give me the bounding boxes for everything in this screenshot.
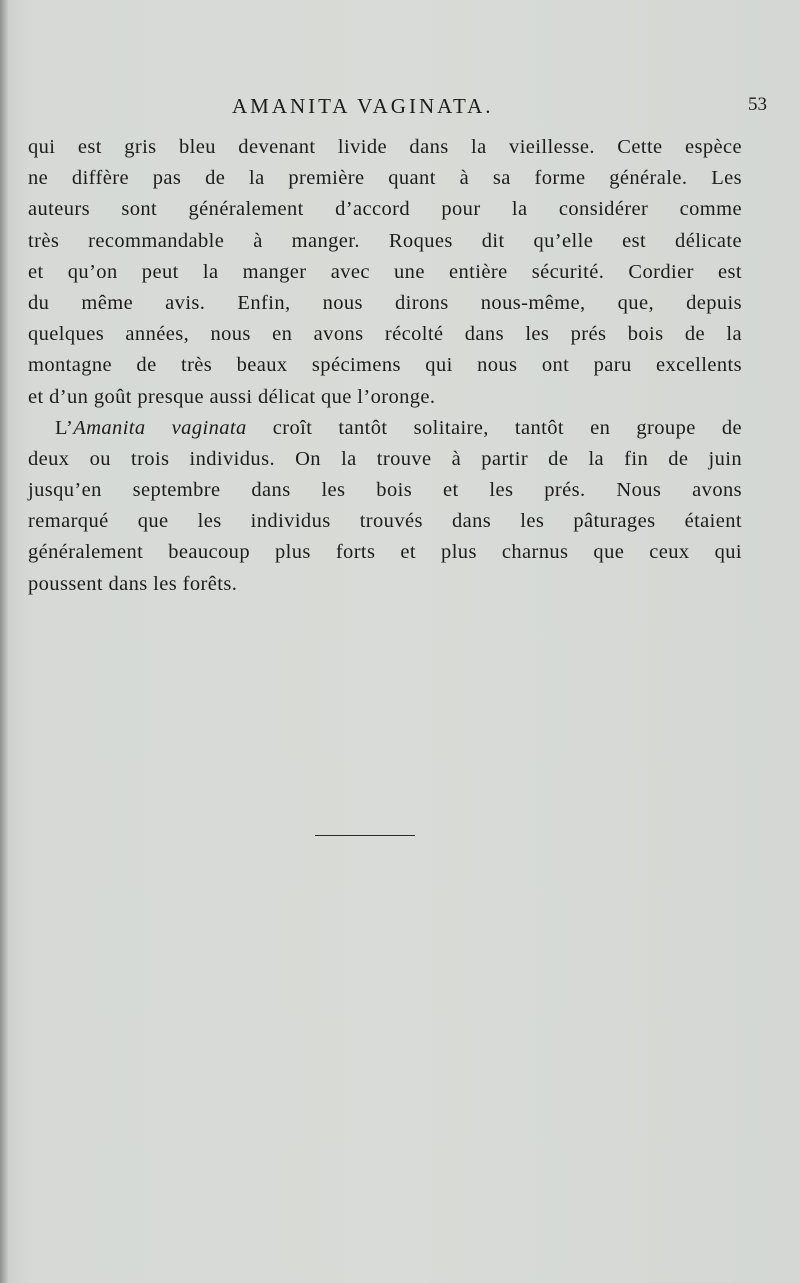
text-line: poussent dans les forêts. — [28, 572, 238, 595]
article-prefix: L’ — [55, 416, 74, 439]
page-gutter-edge — [0, 0, 8, 1283]
paragraph-2 — [28, 413, 742, 600]
text-line: et d’un goût presque aussi délicat que l’oronge. — [28, 385, 436, 408]
text-line: montagne de très beaux spécimens qui nous ont paru excellents — [28, 354, 742, 377]
text-line: deux ou trois individus. On la trouve à partir de la fin de juin — [28, 447, 742, 470]
running-title: AMANITA VAGINATA. — [232, 94, 494, 118]
text-line-first — [28, 413, 742, 444]
paragraph-1 — [28, 132, 742, 413]
text-line: du même avis. Enfin, nous dirons nous-même, que, depuis — [28, 291, 742, 314]
text-line: et qu’on peut la manger avec une entière sécurité. Cordier est — [28, 260, 742, 283]
text-line: ne diffère pas de la première quant à sa forme générale. Les — [28, 167, 742, 190]
section-end-rule — [315, 835, 415, 836]
running-header — [0, 94, 800, 120]
text-line: remarqué que les individus trouvés dans les pâturages étaient — [28, 510, 742, 533]
text-line: quelques années, nous en avons récolté dans les prés bois de la — [28, 323, 742, 346]
text-line: très recommandable à manger. Roques dit qu’elle est délicate — [28, 229, 742, 252]
text-line: jusqu’en septembre dans les bois et les prés. Nous avons — [28, 479, 742, 502]
text-line: généralement beaucoup plus forts et plus charnus que ceux qui — [28, 541, 742, 564]
text-line-rest: croît tantôt solitaire, tantôt en groupe de — [246, 416, 743, 439]
text-line: qui est gris bleu devenant livide dans la vieillesse. Cette espèce — [28, 136, 742, 158]
text-line: auteurs sont généralement d’accord pour la considérer comme — [28, 198, 742, 221]
page-number: 53 — [748, 94, 767, 115]
species-name: Amanita vaginata — [73, 416, 247, 439]
body-text — [28, 132, 742, 600]
